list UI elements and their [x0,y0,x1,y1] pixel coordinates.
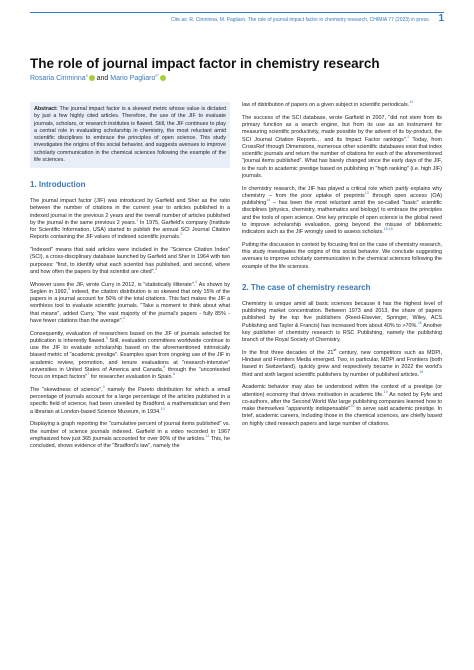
paragraph-text: Putting the discussion in context by focusing first on the case of chemistry research, this study investigates the origins of this social behavior. We conclude suggesting avenues to improve scholarly communication in the chemical sciences following the example of the life sciences. [242,241,442,270]
citation-ref[interactable]: 5 [105,335,108,340]
left-column [30,102,230,456]
citation-ref[interactable]: 5 [68,286,71,291]
citation-ref[interactable]: 6 [163,364,166,369]
paragraph-text: "Indexed" means that said articles were included in the "Science Citation Index" (SCI), a cross-disciplinary database launched by Garfield and Sher in 1964 with two purposes: "first, to identify what each scientist has published, and second, where and how often the papers by that scientist are cited". [30,247,230,275]
abstract-label: Abstract: [34,106,58,112]
paragraph-text: Today, from CrossRef through Dimensions, numerous other scientific databases exist that index scientific journals and return the number of citations for each of the aforementioned "journal items published". What has barely changed since the early days of the JIF, is the rush to academic prestige based on publishing in "high ranking" (i.e. high JIF) journals. [242,136,442,179]
citation-line: Cite as: R. Ciriminna, M. Pagliaro. The role of journal impact factor in chemistry research, CHIMIA 77 (2023) in press. [171,17,430,23]
citation-ref[interactable]: 2 [407,134,410,139]
paragraph [30,279,230,326]
citation-ref[interactable]: 13 [364,190,369,195]
citation-ref[interactable]: 16 [417,320,422,325]
paragraph-text: Displaying a graph reporting the "cumulative percent of journal items published" vs. the number of science journals indexed, Garfield in a video recorded in 1967 emphasized how just 365 journals accounted for over 90% of the articles. [30,421,230,442]
paragraph [30,384,230,416]
paragraph [242,347,442,379]
author-name[interactable]: Rosaria Ciriminna [30,75,86,82]
right-column [242,102,442,433]
citation-ref[interactable]: 7 [87,372,90,377]
paragraph-text: Whoever uses the JIF, wrote Curry in 2012, is "statistically illiterate". [30,281,196,288]
citation-ref[interactable]: 8 [172,372,175,377]
abstract-text: The journal impact factor is a skewed metric whose value is dictated by just a few highly cited articles. Therefore, the use of the JIF to evaluate journals, scholars, or research institutes is flawed. Still, the JIF continues to play a central role in evaluating scholarship in chemistry, the most reluctant amid scientific disciplines to embrace the principles of open science. This study investigates the origins of this social behavior, and suggests avenues to improve scholarly communication in the chemical sciences following the example of the life sciences. [34,106,226,163]
paragraph-text: through open access (OA) publishing [242,192,442,206]
paragraph-text: century, new competitors such as MDPI, Hindawi and Frontiers Media emerged. Two, in particular, MDPI and Frontiers (both based in Switzerland), quickly grew and respectively became in 2022 the world's third and sixth largest scientific publishers by number of published articles. [242,349,442,378]
paragraph-text: This, he concluded, shows evidence of the "Bradford's law", namely the [30,435,230,449]
paragraph [242,301,442,345]
author-name[interactable]: Mario Pagliaro [110,75,156,82]
page-number: 1 [438,13,444,24]
paragraph-text: Academic behavior may also be understood within the context of a prestige (or attention) economy that drives motivation in academic life. [242,384,442,398]
paragraph-text: The "skewdness of science", [30,386,103,393]
paragraph-text: Another key publisher of chemistry research is RSC Publishing, namely the publishing branch of the Royal Society of Chemistry. [242,322,442,343]
paragraph [30,198,230,242]
citation-ref[interactable]: 2 [180,232,183,237]
orcid-icon[interactable] [89,75,95,81]
paragraph [242,115,442,180]
affiliation-mark: a* [155,73,159,78]
paragraph-text: Chemistry is unique amid all basic sciences because it has the highest level of publishing market concentration. Between 1973 and 2013, the share of papers published by the top five publishers (Reed-Elsevier, Springer, Wiley, ACS Publishing and Taylor & Francis) has increased from about 40% to >70%. [242,300,442,329]
paragraph-text: The journal impact factor (JIF) was introduced by Garfield and Sher as the ratio between the number of citations in the current year to articles published in a indexed journal in the previous 2 years and the overall number of articles published by the journal in the same previous 2 years. [30,198,230,226]
paragraph-text: In 1975, Garfield's company (Institute for Scientific Information, USA) started to publish the annual SCI Journal Citation Reports containing the JIF values of indexed scientific journals. [30,219,230,241]
paragraph-text: namely the Pareto distribution for which a small percentage of journals account for a large percentage of the articles published in a specific field of science, had been unveiled by Bradford, a mathematician and then a librarian at London-based Science Museum, in 1934. [30,386,230,415]
paragraph [242,102,442,109]
paragraph-text: – has been the most reluctant amid the so-called "basic" scientific disciplines (physics, chemistry, mathematics and biology) to embrace the principles and the tools of open science. One key principle of open science is the global need to improve scholarship evaluation, going beyond the misuse of bibliometric indicators such as the JIF wrongly used to assess scholars. [242,200,442,235]
paragraph [30,247,230,276]
citation-ref[interactable]: 19 [383,389,388,394]
paragraph [30,421,230,450]
paragraph-text: In the first three decades of the 21 [242,349,334,356]
paragraph-text: through the "uncontested focus on impact factors" [30,366,230,380]
citation-ref[interactable]: 11 [205,433,210,438]
orcid-icon[interactable] [160,75,166,81]
ordinal-suffix: st [333,347,337,352]
paragraph-text: As noted by Fyfe and co-authors, after the Second World War large publishing companies learned how to make themselves "apparently indispensable" [242,391,442,412]
citation-ref[interactable]: 12 [409,100,414,105]
citation-ref[interactable]: 4 [123,315,126,320]
citation-ref[interactable]: 15,16 [383,227,393,232]
paragraph-text: law of distribution of papers on a given subject in scientific periodicals. [242,102,410,108]
paragraph [242,186,442,237]
author-conjunction: and [96,75,109,82]
author-line [30,75,166,82]
paragraph [242,384,442,428]
paragraph-text: Consequently, evaluation of researchers based on the JIF of journals selected for publication is inherently flawed. [30,330,230,344]
paragraph-text: Still, evaluation committees worldwide continue to use the JIF to evaluate scholarship based on the aforementioned intrinsically biased metric of "academic prestige". Examples span from ongoing use of the JIF in academic review, promotion, and tenure evaluations at "research-intensive" universities in United States of America and Canada, [30,337,230,373]
paragraph-text: for researcher evaluation in Spain. [89,374,173,380]
affiliation-mark: a [85,73,88,78]
abstract-box [30,102,230,168]
paragraph-text: In chemistry research, the JIF has played a critical role which partly explains why chemistry – from the poor uptake of preprints [242,185,442,199]
paragraph-text: to serve said academic prestige. In brief, academic careers, including those in the chemical sciences, are chiefly based on highly cited research papers and large number of citations. [242,406,442,427]
citation-ref[interactable]: 4 [195,279,198,284]
paragraph-text: As shown by Seglen in 1992, [30,281,230,295]
section-heading-introduction: 1. Introduction [30,180,86,189]
paragraph-text: The success of the SCI database, wrote Garfield in 2007, "did not stem from its primary function as a search engine, but from its use as an instrument for measuring scientific productivity, made possible by the advent of its by-product, the SCI Journal Citation Reports… and its Impact Factor rankings". [242,114,442,143]
citation-ref[interactable]: 18 [419,369,424,374]
page-header [0,12,474,24]
citation-ref[interactable]: 20 [350,404,355,409]
citation-ref[interactable]: 3 [155,266,158,271]
citation-ref[interactable]: 9 [102,384,105,389]
paragraph-text: indeed, the citation distribution is so skewed that only 15% of the papers in a journal account for 50% of the total citations. This fact makes the JIF a worthless tool to evaluate scientific journals. "Take a moment to think about what that means", added Curry, "the vast majority of the journal's papers - fully 85% - have fewer citations than the average". [30,288,230,324]
paragraph [30,331,230,382]
section-heading-chemistry: 2. The case of chemistry research [242,282,371,292]
paper-title: The role of journal impact factor in chemistry research [30,56,380,71]
citation-ref[interactable]: 10 [160,406,165,411]
paragraph [242,242,442,271]
citation-ref[interactable]: 1 [136,217,139,222]
citation-ref[interactable]: 14 [266,198,271,203]
